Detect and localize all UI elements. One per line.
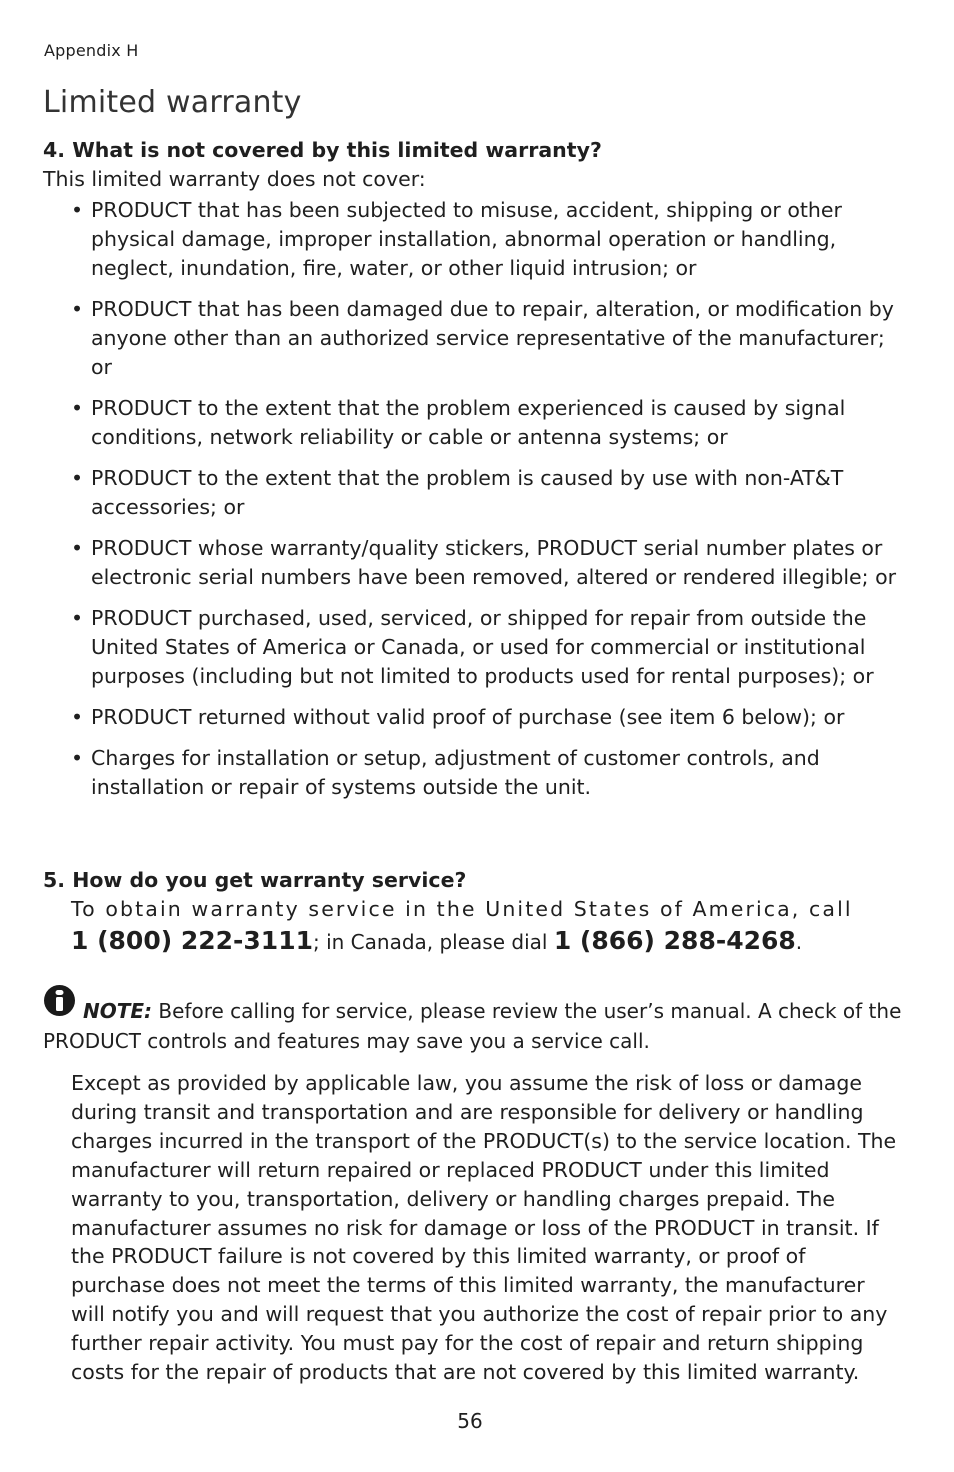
note-text: Before calling for service, please review the user’s manual. A check of the PRODUCT controls and features may save you a service call. xyxy=(43,999,902,1053)
list-item-text: PRODUCT purchased, used, serviced, or shipped for repair from outside the United States of America or Canada, or used for commercial or institutional purposes (including but not limited to products used for rental purposes); or xyxy=(91,606,874,688)
list-item xyxy=(71,534,901,592)
page-title: Limited warranty xyxy=(43,85,302,120)
phone-numbers xyxy=(71,926,802,955)
list-item-text: PRODUCT that has been subjected to misuse, accident, shipping or other physical damage, improper installation, abnormal operation or handling, neglect, inundation, fire, water, or other liquid intrusion; or xyxy=(91,198,842,280)
list-item xyxy=(71,295,901,382)
list-item xyxy=(71,464,901,522)
transport-risk-paragraph: Except as provided by applicable law, you assume the risk of loss or damage during transit and transportation and are responsible for delivery or handling charges incurred in the transport of the PRODUCT(s) to the service location. The manufacturer will return repaired or replaced PRODUCT under this limited warranty to you, transportation, delivery or handling charges prepaid. The manufacturer assumes no risk for damage or loss of the PRODUCT in transit. If the PRODUCT failure is not covered by this limited warranty, or proof of purchase does not meet the terms of this limited warranty, the manufacturer will notify you and will request that you authorize the cost of repair prior to any further repair activity. You must pay for the cost of repair and return shipping costs for the repair of products that are not covered by this limited warranty. xyxy=(71,1071,897,1385)
appendix-label: Appendix H xyxy=(44,41,139,60)
list-item-text: PRODUCT whose warranty/quality stickers, PRODUCT serial number plates or electronic serial numbers have been removed, altered or rendered illegible; or xyxy=(91,536,897,589)
list-item xyxy=(71,394,901,452)
bullet: • xyxy=(71,705,84,729)
bullet: • xyxy=(71,466,84,490)
bullet: • xyxy=(71,297,84,321)
service-instructions: To obtain warranty service in the United States of America, call xyxy=(71,897,853,921)
list-item-text: PRODUCT to the extent that the problem is caused by use with non-AT&T accessories; or xyxy=(91,466,844,519)
bullet: • xyxy=(71,536,84,560)
us-phone-number: 1 (800) 222-3111 xyxy=(71,926,313,955)
note-label: NOTE: xyxy=(83,999,153,1023)
section-4-heading: 4. What is not covered by this limited warranty? xyxy=(43,138,602,162)
section-5-heading: 5. How do you get warranty service? xyxy=(43,868,467,892)
list-item-text: Charges for installation or setup, adjustment of customer controls, and installation or repair of systems outside the unit. xyxy=(91,746,820,799)
bullet: • xyxy=(71,396,84,420)
not-covered-list xyxy=(71,196,901,814)
list-item-text: PRODUCT that has been damaged due to repair, alteration, or modification by anyone other than an authorized service representative of the manufacturer; or xyxy=(91,297,894,379)
list-item-text: PRODUCT to the extent that the problem experienced is caused by signal conditions, network reliability or cable or antenna systems; or xyxy=(91,396,846,449)
bullet: • xyxy=(71,198,84,222)
list-item xyxy=(71,196,901,283)
bullet: • xyxy=(71,746,84,770)
list-item xyxy=(71,604,901,691)
canada-text: ; in Canada, please dial xyxy=(312,930,554,954)
page-number: 56 xyxy=(457,1409,483,1433)
list-item xyxy=(71,703,901,732)
phone-end-punctuation: . xyxy=(795,930,803,954)
section-4-intro: This limited warranty does not cover: xyxy=(43,167,426,191)
canada-phone-number: 1 (866) 288-4268 xyxy=(553,926,796,955)
list-item-text: PRODUCT returned without valid proof of purchase (see item 6 below); or xyxy=(91,705,845,729)
list-item xyxy=(71,744,901,802)
bullet: • xyxy=(71,606,84,630)
note-paragraph xyxy=(43,996,903,1056)
